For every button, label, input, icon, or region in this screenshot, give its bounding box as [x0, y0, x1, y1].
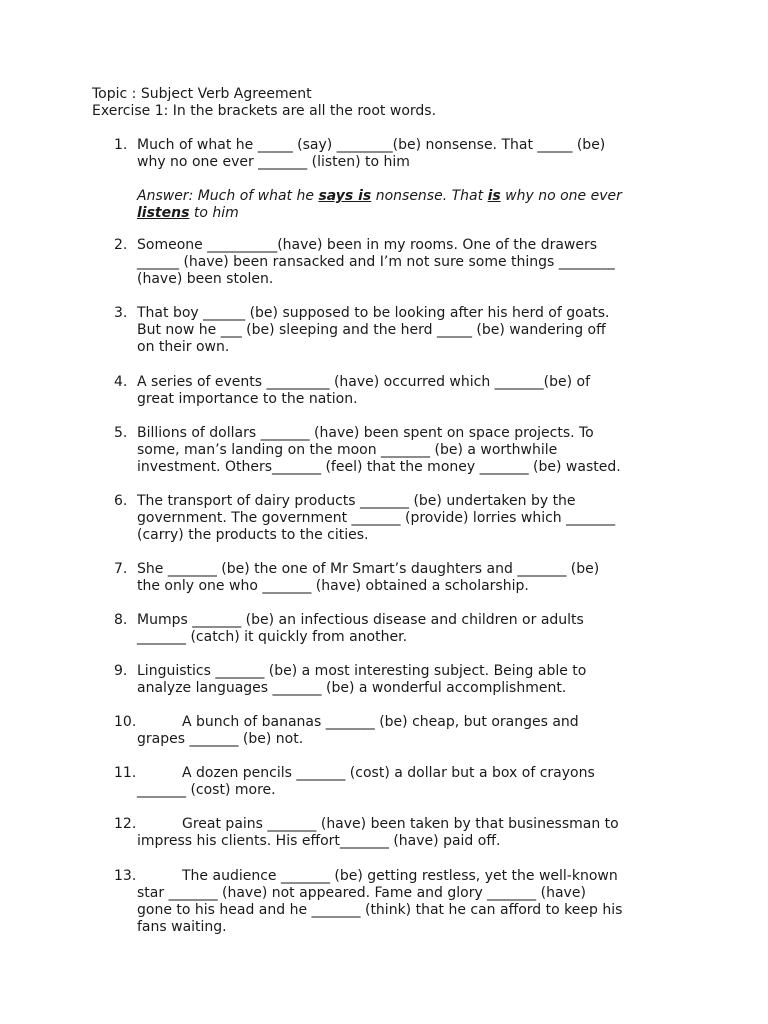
- item-text-line: Mumps _______ (be) an infectious disease and children or adults: [137, 612, 584, 628]
- exercise-item: [92, 237, 737, 288]
- item-text-line: gone to his head and he _______ (think) that he can afford to keep his: [137, 902, 623, 918]
- item-text-line: analyze languages _______ (be) a wonderful accomplishment.: [137, 680, 567, 696]
- answer-part: why no one ever: [500, 188, 622, 204]
- answer-text: [137, 188, 737, 222]
- item-number: 2.: [114, 237, 128, 253]
- item-text-line: But now he ___ (be) sleeping and the herd _____ (be) wandering off: [137, 322, 606, 338]
- exercise-item: [92, 137, 737, 222]
- item-text-line: The transport of dairy products _______ (be) undertaken by the: [137, 493, 576, 509]
- exercise-item: [92, 425, 737, 476]
- item-text-line: _______ (catch) it quickly from another.: [137, 629, 408, 645]
- answer-highlight: says is: [318, 188, 372, 204]
- header: [92, 86, 436, 120]
- exercise-item: [92, 612, 737, 646]
- answer-part: nonsense. That: [371, 188, 488, 204]
- exercise-item: [92, 765, 737, 799]
- topic-line: Topic : Subject Verb Agreement: [92, 86, 312, 102]
- item-number: 3.: [114, 305, 128, 321]
- item-text-line: Linguistics _______ (be) a most interesting subject. Being able to: [137, 663, 587, 679]
- answer-highlight: listens: [137, 205, 190, 221]
- exercise-item: [92, 561, 737, 595]
- item-text-line: Much of what he _____ (say) ________(be) nonsense. That _____ (be): [137, 137, 606, 153]
- item-text-line: ______ (have) been ransacked and I’m not sure some things ________: [137, 254, 615, 270]
- exercise-item: [92, 374, 737, 408]
- item-number: 9.: [114, 663, 128, 679]
- exercise-item: [92, 305, 737, 356]
- answer-part: Answer: Much of what he: [137, 188, 319, 204]
- item-text-line: Someone __________(have) been in my rooms. One of the drawers: [137, 237, 598, 253]
- item-text-line: (carry) the products to the cities.: [137, 527, 369, 543]
- item-text-line: some, man’s landing on the moon _______ (be) a worthwhile: [137, 442, 558, 458]
- item-text: The audience _______ (be) getting restless, yet the well-known: [182, 868, 618, 884]
- item-text-line: [137, 816, 737, 833]
- item-text-line: A series of events _________ (have) occurred which _______(be) of: [137, 374, 591, 390]
- exercise-item: [92, 816, 737, 850]
- item-text-line: That boy ______ (be) supposed to be looking after his herd of goats.: [137, 305, 610, 321]
- item-text-line: [137, 714, 737, 731]
- answer-part: to him: [189, 205, 239, 221]
- item-text-line: Billions of dollars _______ (have) been spent on space projects. To: [137, 425, 594, 441]
- item-text-line: star _______ (have) not appeared. Fame and glory _______ (have): [137, 885, 586, 901]
- item-number: 13.: [114, 868, 137, 884]
- exercise-item: [92, 714, 737, 748]
- item-number: 5.: [114, 425, 128, 441]
- item-text-line: on their own.: [137, 339, 230, 355]
- item-number: 4.: [114, 374, 128, 390]
- item-text-line: investment. Others_______ (feel) that the money _______ (be) wasted.: [137, 459, 621, 475]
- item-number: 12.: [114, 816, 137, 832]
- item-text: Great pains _______ (have) been taken by that businessman to: [182, 816, 619, 832]
- item-text-line: fans waiting.: [137, 919, 227, 935]
- item-text-line: _______ (cost) more.: [137, 782, 276, 798]
- item-number: 7.: [114, 561, 128, 577]
- item-text-line: grapes _______ (be) not.: [137, 731, 304, 747]
- item-number: 8.: [114, 612, 128, 628]
- item-text-line: why no one ever _______ (listen) to him: [137, 154, 410, 170]
- item-number: 11.: [114, 765, 137, 781]
- item-number: 6.: [114, 493, 128, 509]
- item-text: A bunch of bananas _______ (be) cheap, but oranges and: [182, 714, 579, 730]
- answer-highlight: is: [487, 188, 501, 204]
- item-text-line: great importance to the nation.: [137, 391, 358, 407]
- item-text-line: impress his clients. His effort_______ (have) paid off.: [137, 833, 501, 849]
- item-text-line: [137, 868, 737, 885]
- item-text-line: [137, 765, 737, 782]
- item-number: 10.: [114, 714, 137, 730]
- item-text-line: She _______ (be) the one of Mr Smart’s daughters and _______ (be): [137, 561, 600, 577]
- item-text-line: (have) been stolen.: [137, 271, 274, 287]
- item-text-line: the only one who _______ (have) obtained a scholarship.: [137, 578, 529, 594]
- item-text-line: government. The government _______ (provide) lorries which _______: [137, 510, 616, 526]
- exercise-item: [92, 663, 737, 697]
- exercise-item: [92, 493, 737, 544]
- item-number: 1.: [114, 137, 128, 153]
- exercise-line: Exercise 1: In the brackets are all the root words.: [92, 103, 437, 119]
- item-text: A dozen pencils _______ (cost) a dollar but a box of crayons: [182, 765, 595, 781]
- exercise-item: [92, 868, 737, 936]
